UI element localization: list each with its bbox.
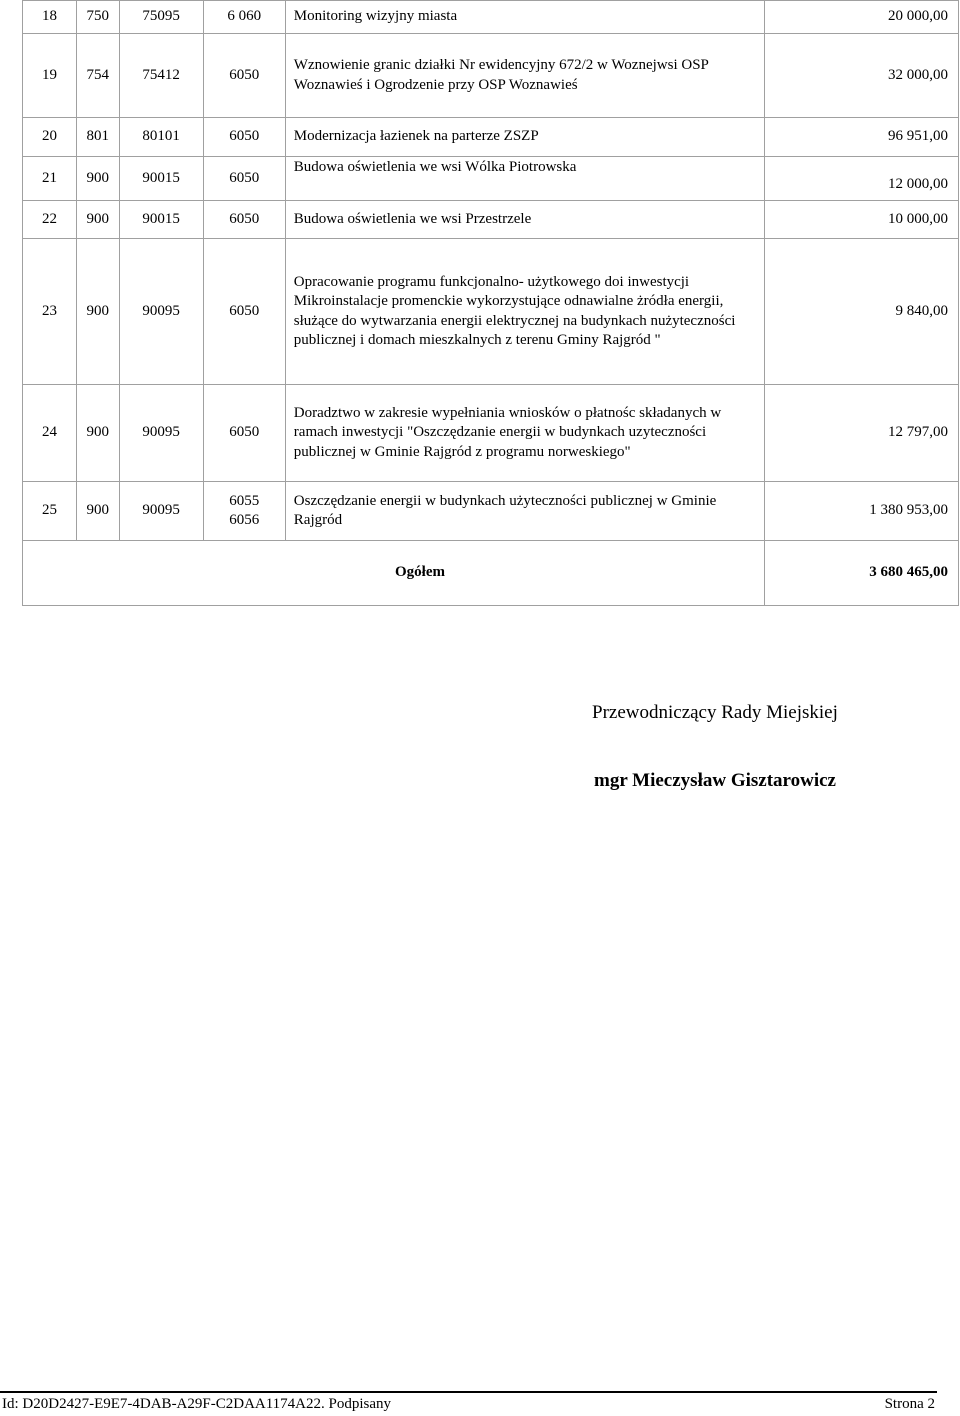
total-label: Ogółem [395,564,445,580]
cell-lp: 25 [23,482,77,541]
cell-rozdzial: 90015 [119,157,203,201]
cell-lp: 22 [23,201,77,239]
cell-rozdzial: 80101 [119,118,203,157]
cell-total-value [764,541,958,606]
cell-lp: 18 [23,1,77,34]
cell-kwota: 10 000,00 [764,201,958,239]
budget-table [22,0,959,606]
cell-paragraf [203,157,285,201]
cell-opis: Oszczędzanie energii w budynkach użyteczności publicznej w Gminie Rajgród [285,482,764,541]
cell-rozdzial: 90015 [119,201,203,239]
cell-dzial: 900 [77,482,120,541]
cell-kwota: 32 000,00 [764,34,958,118]
paragraf-code: 6050 [229,210,260,227]
paragraf-code: 6050 [229,128,260,145]
table-row [23,157,959,201]
table-row [23,482,959,541]
cell-lp: 24 [23,385,77,482]
cell-dzial: 801 [77,118,120,157]
paragraf-code: 6050 [229,302,260,319]
paragraf-code: 6055 [229,492,260,509]
cell-dzial: 754 [77,34,120,118]
cell-dzial: 900 [77,385,120,482]
kwota-text: 12 000,00 [888,175,948,192]
table-row [23,201,959,239]
table-row [23,34,959,118]
cell-paragraf [203,385,285,482]
footer-page-number: Strona 2 [884,1396,935,1412]
cell-rozdzial: 90095 [119,239,203,385]
cell-dzial: 900 [77,239,120,385]
table-row [23,239,959,385]
cell-kwota: 12 797,00 [764,385,958,482]
cell-paragraf [203,1,285,34]
cell-dzial: 900 [77,157,120,201]
cell-opis: Doradztwo w zakresie wypełniania wniosków o płatnośc składanych w ramach inwestycji "Oszczędzanie energii w budynkach uzyteczności publicznej w Gminie Rajgród z programu norweskiego" [285,385,764,482]
cell-dzial: 900 [77,201,120,239]
cell-paragraf [203,482,285,541]
paragraf-code: 6056 [229,512,260,528]
cell-kwota [764,157,958,201]
cell-kwota: 1 380 953,00 [764,482,958,541]
opis-text: Budowa oświetlenia we wsi Wólka Piotrowska [293,159,577,175]
cell-opis: Wznowienie granic działki Nr ewidencyjny 672/2 w Woznejwsi OSP Woznawieś i Ogrodzenie przy OSP Woznawieś [285,34,764,118]
budget-table-body [23,1,959,606]
signature-title: Przewodniczący Rady Miejskiej [592,702,838,723]
cell-opis: Opracowanie programu funkcjonalno- użytkowego doi inwestycji Mikroinstalacje promenckie wykorzystujące odnawialne żródła energii, służące do wytwarzania energii elektrycznej na budynkach nużyteczności publicznej i domach mieszkalnych z terenu Gminy Rajgród " [285,239,764,385]
table-row [23,385,959,482]
cell-opis: Modernizacja łazienek na parterze ZSZP [285,118,764,157]
cell-opis [285,157,764,201]
cell-paragraf [203,34,285,118]
cell-rozdzial: 90095 [119,482,203,541]
table-row [23,118,959,157]
paragraf-code: 6 060 [227,8,262,25]
cell-rozdzial: 75412 [119,34,203,118]
cell-kwota: 9 840,00 [764,239,958,385]
cell-paragraf [203,201,285,239]
footer-document-id: Id: D20D2427-E9E7-4DAB-A29F-C2DAA1174A22. Podpisany [2,1396,392,1412]
total-row [23,541,959,606]
cell-kwota: 96 951,00 [764,118,958,157]
signature-name: mgr Mieczysław Gisztarowicz [594,770,836,791]
cell-paragraf [203,239,285,385]
cell-lp: 21 [23,157,77,201]
cell-rozdzial: 90095 [119,385,203,482]
cell-paragraf [203,118,285,157]
cell-total-label [23,541,765,606]
cell-lp: 23 [23,239,77,385]
cell-lp: 19 [23,34,77,118]
cell-lp: 20 [23,118,77,157]
table-row [23,1,959,34]
cell-kwota: 20 000,00 [764,1,958,34]
cell-opis: Budowa oświetlenia we wsi Przestrzele [285,201,764,239]
cell-rozdzial: 75095 [119,1,203,34]
cell-opis: Monitoring wizyjny miasta [285,1,764,34]
footer-divider [0,1391,937,1393]
paragraf-code: 6050 [229,66,260,83]
paragraf-code: 6050 [229,169,260,186]
cell-dzial: 750 [77,1,120,34]
total-value: 3 680 465,00 [869,564,948,581]
paragraf-code: 6050 [229,424,260,441]
